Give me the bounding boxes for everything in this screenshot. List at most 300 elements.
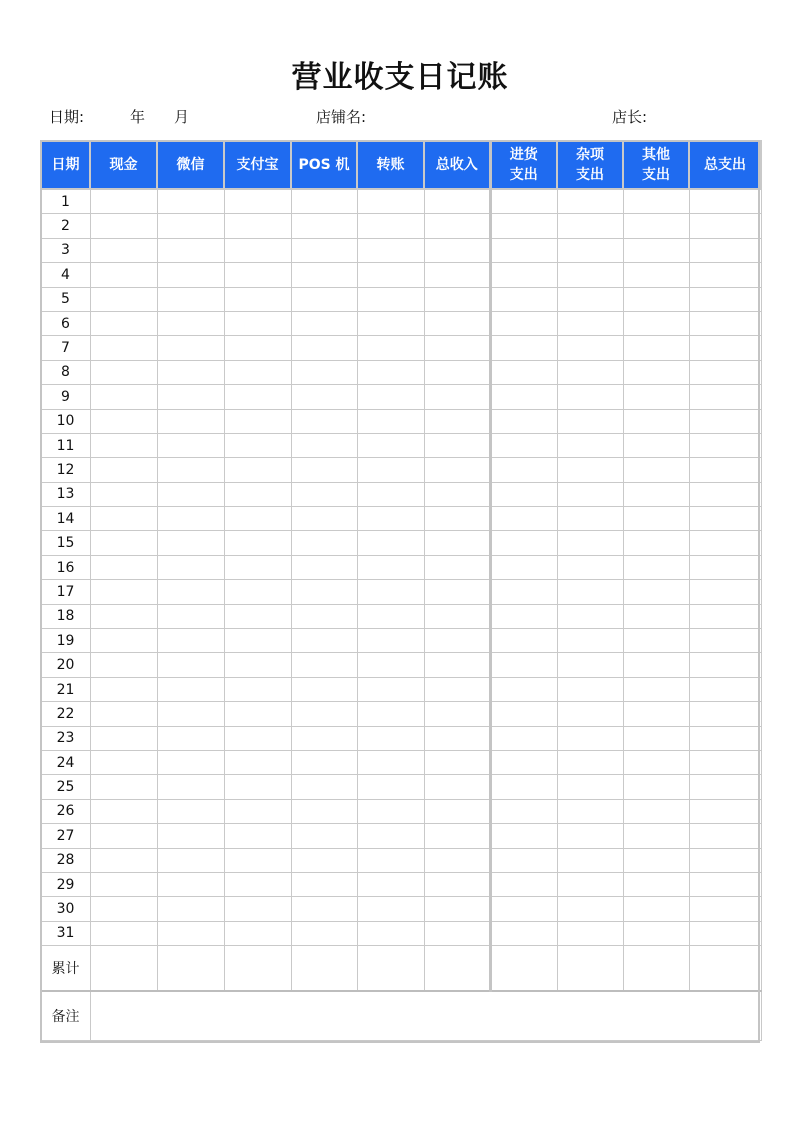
cell[interactable] xyxy=(490,726,557,750)
cell[interactable] xyxy=(157,702,224,726)
cell[interactable] xyxy=(291,385,357,409)
cell[interactable] xyxy=(689,897,761,921)
cell[interactable] xyxy=(157,848,224,872)
cell[interactable] xyxy=(90,409,157,433)
cell[interactable] xyxy=(424,458,490,482)
cell[interactable] xyxy=(357,677,424,701)
cell[interactable] xyxy=(90,580,157,604)
cell[interactable] xyxy=(291,872,357,896)
cell[interactable] xyxy=(157,921,224,945)
cell[interactable] xyxy=(623,531,689,555)
cell[interactable] xyxy=(224,897,291,921)
cell[interactable] xyxy=(490,897,557,921)
cell[interactable] xyxy=(424,604,490,628)
cell[interactable] xyxy=(490,702,557,726)
cell[interactable] xyxy=(623,848,689,872)
cell[interactable] xyxy=(90,653,157,677)
cell[interactable] xyxy=(623,189,689,214)
cell[interactable] xyxy=(291,189,357,214)
cell[interactable] xyxy=(623,311,689,335)
cell[interactable] xyxy=(490,336,557,360)
cell[interactable] xyxy=(557,531,623,555)
cell[interactable] xyxy=(689,775,761,799)
cell[interactable] xyxy=(424,238,490,262)
cell[interactable] xyxy=(157,189,224,214)
cell[interactable] xyxy=(224,287,291,311)
cell[interactable] xyxy=(490,409,557,433)
cell[interactable] xyxy=(291,263,357,287)
cell[interactable] xyxy=(490,555,557,579)
cell[interactable] xyxy=(291,946,357,992)
cell[interactable] xyxy=(90,799,157,823)
cell[interactable] xyxy=(357,604,424,628)
cell[interactable] xyxy=(90,848,157,872)
cell[interactable] xyxy=(490,238,557,262)
cell[interactable] xyxy=(90,360,157,384)
cell[interactable] xyxy=(157,555,224,579)
cell[interactable] xyxy=(623,702,689,726)
cell[interactable] xyxy=(90,238,157,262)
cell[interactable] xyxy=(157,385,224,409)
cell[interactable] xyxy=(224,604,291,628)
cell[interactable] xyxy=(557,799,623,823)
cell[interactable] xyxy=(224,824,291,848)
cell[interactable] xyxy=(357,409,424,433)
cell[interactable] xyxy=(291,555,357,579)
cell[interactable] xyxy=(157,629,224,653)
cell[interactable] xyxy=(157,336,224,360)
cell[interactable] xyxy=(689,238,761,262)
cell[interactable] xyxy=(90,482,157,506)
cell[interactable] xyxy=(224,799,291,823)
cell[interactable] xyxy=(90,726,157,750)
cell[interactable] xyxy=(291,750,357,774)
cell[interactable] xyxy=(424,287,490,311)
cell[interactable] xyxy=(623,287,689,311)
cell[interactable] xyxy=(224,531,291,555)
cell[interactable] xyxy=(490,458,557,482)
cell[interactable] xyxy=(689,409,761,433)
cell[interactable] xyxy=(623,921,689,945)
cell[interactable] xyxy=(357,458,424,482)
cell[interactable] xyxy=(224,311,291,335)
cell[interactable] xyxy=(623,726,689,750)
cell[interactable] xyxy=(291,507,357,531)
cell[interactable] xyxy=(357,385,424,409)
cell[interactable] xyxy=(490,799,557,823)
cell[interactable] xyxy=(689,750,761,774)
cell[interactable] xyxy=(424,946,490,992)
cell[interactable] xyxy=(490,311,557,335)
cell[interactable] xyxy=(90,921,157,945)
notes-field[interactable] xyxy=(90,991,761,1041)
cell[interactable] xyxy=(357,287,424,311)
cell[interactable] xyxy=(157,726,224,750)
cell[interactable] xyxy=(623,946,689,992)
cell[interactable] xyxy=(357,629,424,653)
cell[interactable] xyxy=(557,482,623,506)
cell[interactable] xyxy=(623,897,689,921)
cell[interactable] xyxy=(557,604,623,628)
cell[interactable] xyxy=(557,311,623,335)
cell[interactable] xyxy=(357,824,424,848)
cell[interactable] xyxy=(90,555,157,579)
cell[interactable] xyxy=(224,263,291,287)
cell[interactable] xyxy=(291,726,357,750)
cell[interactable] xyxy=(224,775,291,799)
cell[interactable] xyxy=(424,555,490,579)
cell[interactable] xyxy=(424,189,490,214)
cell[interactable] xyxy=(357,336,424,360)
cell[interactable] xyxy=(623,580,689,604)
cell[interactable] xyxy=(291,311,357,335)
cell[interactable] xyxy=(157,653,224,677)
cell[interactable] xyxy=(689,287,761,311)
cell[interactable] xyxy=(689,580,761,604)
cell[interactable] xyxy=(623,507,689,531)
cell[interactable] xyxy=(490,750,557,774)
cell[interactable] xyxy=(623,750,689,774)
cell[interactable] xyxy=(623,775,689,799)
cell[interactable] xyxy=(490,580,557,604)
cell[interactable] xyxy=(557,921,623,945)
cell[interactable] xyxy=(291,921,357,945)
cell[interactable] xyxy=(557,287,623,311)
cell[interactable] xyxy=(557,824,623,848)
cell[interactable] xyxy=(90,385,157,409)
cell[interactable] xyxy=(291,433,357,457)
cell[interactable] xyxy=(557,629,623,653)
cell[interactable] xyxy=(557,872,623,896)
cell[interactable] xyxy=(557,263,623,287)
cell[interactable] xyxy=(689,482,761,506)
cell[interactable] xyxy=(623,872,689,896)
cell[interactable] xyxy=(90,604,157,628)
cell[interactable] xyxy=(157,360,224,384)
cell[interactable] xyxy=(557,385,623,409)
cell[interactable] xyxy=(623,409,689,433)
cell[interactable] xyxy=(689,872,761,896)
cell[interactable] xyxy=(224,433,291,457)
cell[interactable] xyxy=(490,677,557,701)
cell[interactable] xyxy=(424,433,490,457)
cell[interactable] xyxy=(557,458,623,482)
cell[interactable] xyxy=(424,409,490,433)
cell[interactable] xyxy=(157,872,224,896)
cell[interactable] xyxy=(157,750,224,774)
cell[interactable] xyxy=(623,799,689,823)
cell[interactable] xyxy=(224,360,291,384)
cell[interactable] xyxy=(224,653,291,677)
cell[interactable] xyxy=(90,872,157,896)
cell[interactable] xyxy=(357,360,424,384)
cell[interactable] xyxy=(157,311,224,335)
cell[interactable] xyxy=(557,726,623,750)
cell[interactable] xyxy=(689,531,761,555)
cell[interactable] xyxy=(224,238,291,262)
cell[interactable] xyxy=(557,189,623,214)
cell[interactable] xyxy=(623,214,689,238)
cell[interactable] xyxy=(357,482,424,506)
cell[interactable] xyxy=(224,409,291,433)
cell[interactable] xyxy=(490,921,557,945)
cell[interactable] xyxy=(424,360,490,384)
cell[interactable] xyxy=(90,750,157,774)
cell[interactable] xyxy=(490,360,557,384)
cell[interactable] xyxy=(357,263,424,287)
cell[interactable] xyxy=(689,360,761,384)
cell[interactable] xyxy=(557,677,623,701)
cell[interactable] xyxy=(291,897,357,921)
cell[interactable] xyxy=(291,799,357,823)
cell[interactable] xyxy=(557,653,623,677)
cell[interactable] xyxy=(357,507,424,531)
cell[interactable] xyxy=(291,336,357,360)
cell[interactable] xyxy=(357,750,424,774)
cell[interactable] xyxy=(224,726,291,750)
cell[interactable] xyxy=(424,580,490,604)
cell[interactable] xyxy=(157,458,224,482)
cell[interactable] xyxy=(424,629,490,653)
cell[interactable] xyxy=(90,336,157,360)
cell[interactable] xyxy=(90,287,157,311)
cell[interactable] xyxy=(224,555,291,579)
cell[interactable] xyxy=(90,824,157,848)
cell[interactable] xyxy=(291,580,357,604)
cell[interactable] xyxy=(357,580,424,604)
cell[interactable] xyxy=(623,677,689,701)
cell[interactable] xyxy=(689,189,761,214)
cell[interactable] xyxy=(291,824,357,848)
cell[interactable] xyxy=(490,385,557,409)
cell[interactable] xyxy=(557,433,623,457)
cell[interactable] xyxy=(90,702,157,726)
cell[interactable] xyxy=(623,360,689,384)
cell[interactable] xyxy=(424,214,490,238)
cell[interactable] xyxy=(90,433,157,457)
cell[interactable] xyxy=(90,946,157,992)
cell[interactable] xyxy=(689,946,761,992)
cell[interactable] xyxy=(490,604,557,628)
cell[interactable] xyxy=(357,189,424,214)
cell[interactable] xyxy=(557,580,623,604)
cell[interactable] xyxy=(157,287,224,311)
cell[interactable] xyxy=(424,750,490,774)
cell[interactable] xyxy=(90,629,157,653)
cell[interactable] xyxy=(490,482,557,506)
cell[interactable] xyxy=(157,897,224,921)
cell[interactable] xyxy=(557,946,623,992)
cell[interactable] xyxy=(490,433,557,457)
cell[interactable] xyxy=(357,799,424,823)
cell[interactable] xyxy=(689,311,761,335)
cell[interactable] xyxy=(90,507,157,531)
cell[interactable] xyxy=(490,263,557,287)
cell[interactable] xyxy=(689,507,761,531)
cell[interactable] xyxy=(424,921,490,945)
cell[interactable] xyxy=(157,238,224,262)
cell[interactable] xyxy=(291,848,357,872)
cell[interactable] xyxy=(424,897,490,921)
cell[interactable] xyxy=(157,580,224,604)
cell[interactable] xyxy=(689,555,761,579)
cell[interactable] xyxy=(689,677,761,701)
cell[interactable] xyxy=(689,848,761,872)
cell[interactable] xyxy=(157,482,224,506)
cell[interactable] xyxy=(689,726,761,750)
cell[interactable] xyxy=(490,946,557,992)
cell[interactable] xyxy=(623,653,689,677)
cell[interactable] xyxy=(424,775,490,799)
cell[interactable] xyxy=(689,214,761,238)
cell[interactable] xyxy=(224,336,291,360)
cell[interactable] xyxy=(623,336,689,360)
cell[interactable] xyxy=(689,629,761,653)
cell[interactable] xyxy=(490,629,557,653)
cell[interactable] xyxy=(623,824,689,848)
cell[interactable] xyxy=(224,629,291,653)
cell[interactable] xyxy=(224,677,291,701)
cell[interactable] xyxy=(224,848,291,872)
cell[interactable] xyxy=(224,946,291,992)
cell[interactable] xyxy=(557,360,623,384)
cell[interactable] xyxy=(424,507,490,531)
cell[interactable] xyxy=(424,385,490,409)
cell[interactable] xyxy=(689,702,761,726)
cell[interactable] xyxy=(157,263,224,287)
cell[interactable] xyxy=(357,775,424,799)
cell[interactable] xyxy=(357,726,424,750)
cell[interactable] xyxy=(424,726,490,750)
cell[interactable] xyxy=(157,799,224,823)
cell[interactable] xyxy=(424,531,490,555)
cell[interactable] xyxy=(291,629,357,653)
cell[interactable] xyxy=(623,604,689,628)
cell[interactable] xyxy=(291,604,357,628)
cell[interactable] xyxy=(90,214,157,238)
cell[interactable] xyxy=(424,677,490,701)
cell[interactable] xyxy=(90,458,157,482)
cell[interactable] xyxy=(90,311,157,335)
cell[interactable] xyxy=(623,458,689,482)
cell[interactable] xyxy=(490,824,557,848)
cell[interactable] xyxy=(557,238,623,262)
cell[interactable] xyxy=(224,189,291,214)
cell[interactable] xyxy=(291,214,357,238)
cell[interactable] xyxy=(357,872,424,896)
cell[interactable] xyxy=(357,555,424,579)
cell[interactable] xyxy=(557,897,623,921)
cell[interactable] xyxy=(357,897,424,921)
cell[interactable] xyxy=(357,921,424,945)
cell[interactable] xyxy=(557,214,623,238)
cell[interactable] xyxy=(424,653,490,677)
cell[interactable] xyxy=(357,531,424,555)
cell[interactable] xyxy=(424,848,490,872)
cell[interactable] xyxy=(224,702,291,726)
cell[interactable] xyxy=(689,921,761,945)
cell[interactable] xyxy=(90,531,157,555)
cell[interactable] xyxy=(424,482,490,506)
cell[interactable] xyxy=(291,531,357,555)
cell[interactable] xyxy=(224,750,291,774)
cell[interactable] xyxy=(157,531,224,555)
cell[interactable] xyxy=(689,385,761,409)
cell[interactable] xyxy=(689,824,761,848)
cell[interactable] xyxy=(623,238,689,262)
cell[interactable] xyxy=(357,433,424,457)
cell[interactable] xyxy=(224,580,291,604)
cell[interactable] xyxy=(689,604,761,628)
cell[interactable] xyxy=(623,385,689,409)
cell[interactable] xyxy=(157,214,224,238)
cell[interactable] xyxy=(557,507,623,531)
cell[interactable] xyxy=(224,458,291,482)
cell[interactable] xyxy=(424,263,490,287)
cell[interactable] xyxy=(557,750,623,774)
cell[interactable] xyxy=(623,629,689,653)
cell[interactable] xyxy=(557,848,623,872)
cell[interactable] xyxy=(424,336,490,360)
cell[interactable] xyxy=(224,921,291,945)
cell[interactable] xyxy=(291,677,357,701)
cell[interactable] xyxy=(623,433,689,457)
cell[interactable] xyxy=(557,336,623,360)
cell[interactable] xyxy=(291,238,357,262)
cell[interactable] xyxy=(357,214,424,238)
cell[interactable] xyxy=(557,409,623,433)
cell[interactable] xyxy=(157,677,224,701)
cell[interactable] xyxy=(424,799,490,823)
cell[interactable] xyxy=(291,287,357,311)
cell[interactable] xyxy=(424,872,490,896)
cell[interactable] xyxy=(424,702,490,726)
cell[interactable] xyxy=(357,238,424,262)
cell[interactable] xyxy=(224,507,291,531)
cell[interactable] xyxy=(224,482,291,506)
cell[interactable] xyxy=(623,482,689,506)
cell[interactable] xyxy=(291,653,357,677)
cell[interactable] xyxy=(291,409,357,433)
cell[interactable] xyxy=(623,263,689,287)
cell[interactable] xyxy=(291,775,357,799)
cell[interactable] xyxy=(357,946,424,992)
cell[interactable] xyxy=(557,775,623,799)
cell[interactable] xyxy=(357,848,424,872)
cell[interactable] xyxy=(557,555,623,579)
cell[interactable] xyxy=(490,653,557,677)
cell[interactable] xyxy=(490,775,557,799)
cell[interactable] xyxy=(490,507,557,531)
cell[interactable] xyxy=(689,799,761,823)
cell[interactable] xyxy=(490,189,557,214)
cell[interactable] xyxy=(490,287,557,311)
cell[interactable] xyxy=(357,653,424,677)
cell[interactable] xyxy=(557,702,623,726)
cell[interactable] xyxy=(424,824,490,848)
cell[interactable] xyxy=(157,507,224,531)
cell[interactable] xyxy=(224,872,291,896)
cell[interactable] xyxy=(157,946,224,992)
cell[interactable] xyxy=(357,702,424,726)
cell[interactable] xyxy=(90,189,157,214)
cell[interactable] xyxy=(157,433,224,457)
cell[interactable] xyxy=(490,872,557,896)
cell[interactable] xyxy=(157,824,224,848)
cell[interactable] xyxy=(689,336,761,360)
cell[interactable] xyxy=(157,604,224,628)
cell[interactable] xyxy=(291,360,357,384)
